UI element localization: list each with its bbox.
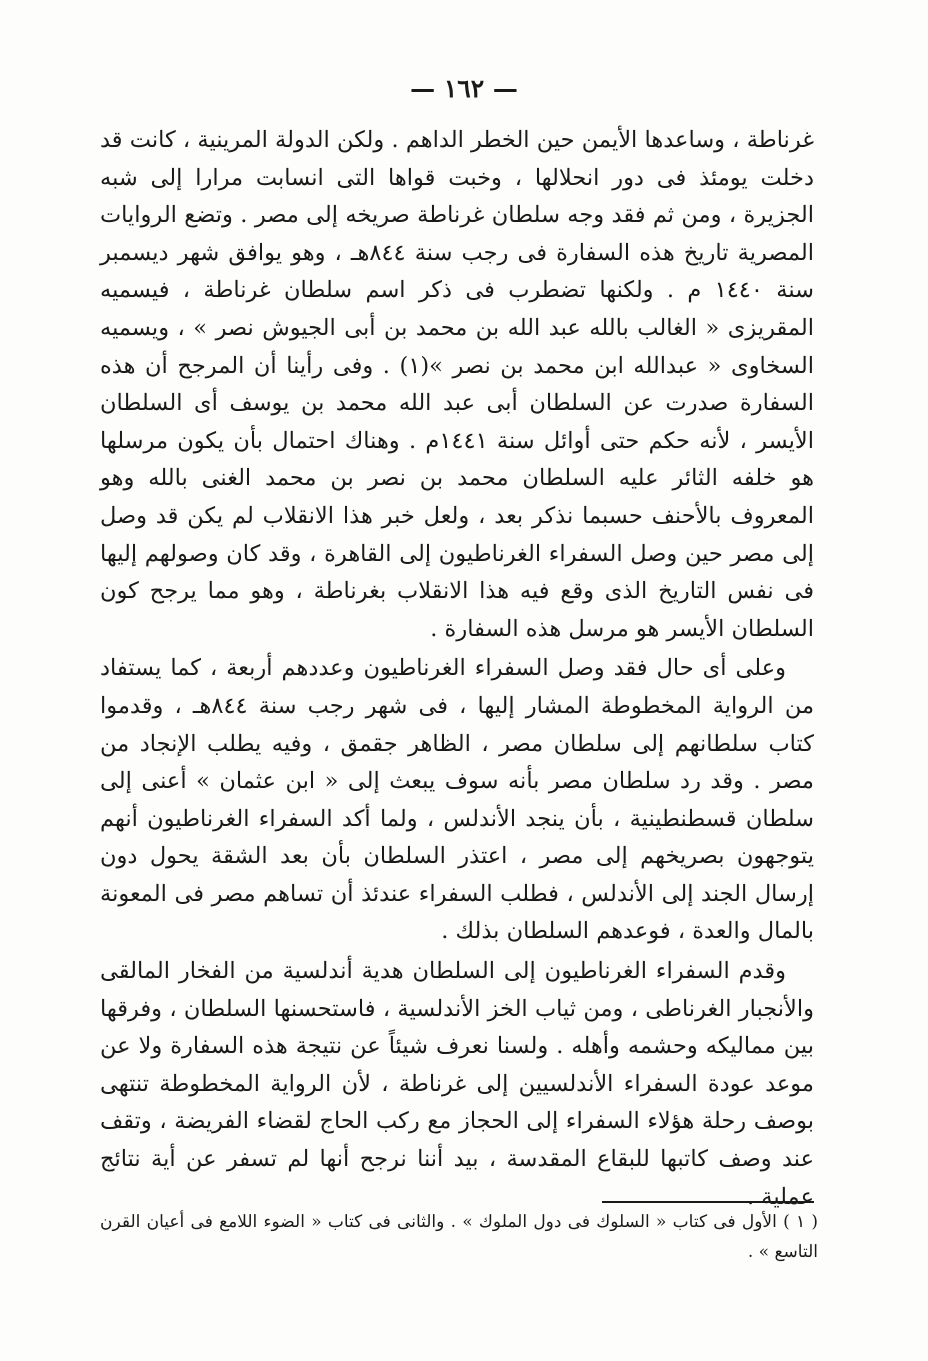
footnotes — [100, 1207, 818, 1267]
body-text — [100, 122, 814, 1216]
page-number: — ١٦٢ — — [410, 74, 518, 103]
paragraph-3: وقدم السفراء الغرناطيون إلى السلطان هدية أندلسية من الفخار المالقى والأنجبار الغرناطى ، ومن ثياب الخز الأندلسية ، فاستحسنها السلطان ، وفرقها بين مماليكه وحشمه وأهله . ولسنا نعرف شيئاً عن نتيجة هذه السفارة ولا عن موعد عودة السفراء الأندلسيين إلى غرناطة ، لأن الرواية المخطوطة تنتهى بوصف رحلة هؤلاء السفراء إلى الحجاز مع ركب الحاج لقضاء الفريضة ، وتقف عند وصف كاتبها للبقاع المقدسة ، بيد أننا نرجح أنها لم تسفر عن أية نتائج عملية . — [100, 958, 814, 1210]
footnote-divider — [602, 1201, 814, 1203]
paragraph-2: وعلى أى حال فقد وصل السفراء الغرناطيون وعددهم أربعة ، كما يستفاد من الرواية المخطوطة المشار إليها ، فى شهر رجب سنة ٨٤٤هـ ، وقدموا كتاب سلطانهم إلى سلطان مصر ، الظاهر جقمق ، وفيه يطلب الإنجاد من مصر . وقد رد سلطان مصر بأنه سوف يبعث إلى « ابن عثمان » أعنى إلى سلطان قسطنطينية ، بأن ينجد الأندلس ، ولما أكد السفراء الغرناطيون أنهم يتوجهون بصريخهم إلى مصر ، اعتذر السلطان بأن بعد الشقة يحول دون إرسال الجند إلى الأندلس ، فطلب السفراء عندئذ أن تساهم مصر فى المعونة بالمال والعدة ، فوعدهم السلطان بذلك . — [100, 655, 814, 945]
footnote-1: ( ١ ) الأول فى كتاب « السلوك فى دول الملوك » . والثانى فى كتاب « الضوء اللامع فى أعيان القرن التاسع » . — [100, 1212, 818, 1262]
paragraph-1: غرناطة ، وساعدها الأيمن حين الخطر الداهم . ولكن الدولة المرينية ، كانت قد دخلت يومئذ فى دور انحلالها ، وخبت قواها التى انسابت مرارا إلى شبه الجزيرة ، ومن ثم فقد وجه سلطان غرناطة صريخه إلى مصر . وتضع الروايات المصرية تاريخ هذه السفارة فى رجب سنة ٨٤٤هـ ، وهو يوافق شهر ديسمبر سنة ١٤٤٠ م . ولكنها تضطرب فى ذكر اسم سلطان غرناطة ، فيسميه المقريزى « الغالب بالله عبد الله بن محمد بن أبى الجيوش نصر » ، ويسميه السخاوى « عبدالله ابن محمد بن نصر »(١) . وفى رأينا أن المرجح أن هذه السفارة صدرت عن السلطان أبى عبد الله محمد بن يوسف أى السلطان الأيسر ، لأنه حكم حتى أوائل سنة ١٤٤١م . وهناك احتمال بأن يكون مرسلها هو خلفه الثائر عليه السلطان محمد بن نصر بن محمد الغنى بالله وهو المعروف بالأحنف حسبما نذكر بعد ، ولعل خبر هذا الانقلاب لم يكن قد وصل إلى مصر حين وصل السفراء الغرناطيون إلى القاهرة ، وقد كان وصولهم إليها فى نفس التاريخ الذى وقع فيه هذا الانقلاب بغرناطة ، وهو مما يرجح كون السلطان الأيسر هو مرسل هذه السفارة . — [100, 127, 815, 642]
